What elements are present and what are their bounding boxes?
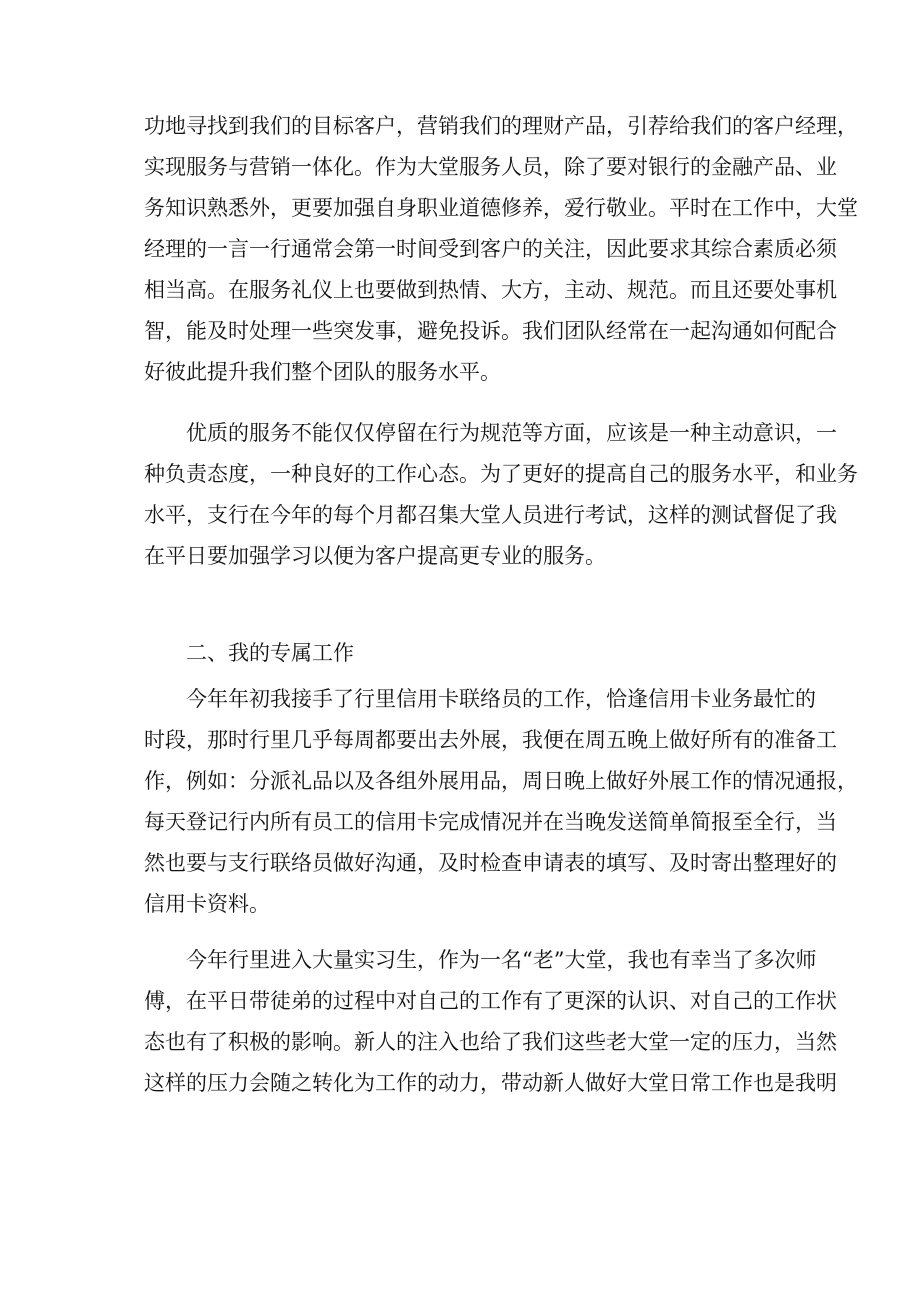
paragraph-line: 今年年初我接手了行里信用卡联络员的工作，恰逢信用卡业务最忙的 xyxy=(186,687,816,711)
paragraph-line: 优质的服务不能仅仅停留在行为规范等方面，应该是一种主动意识，一 xyxy=(186,421,837,445)
paragraph-line: 实现服务与营销一体化。作为大堂服务人员，除了要对银行的金融产品、业 xyxy=(144,155,837,179)
paragraph-line: 然也要与支行联络员做好沟通，及时检查申请表的填写、及时寄出整理好的 xyxy=(144,851,837,875)
paragraph-line: 时段，那时行里几乎每周都要出去外展，我便在周五晚上做好所有的准备工 xyxy=(144,728,837,752)
paragraph-line: 智，能及时处理一些突发事，避免投诉。我们团队经常在一起沟通如何配合 xyxy=(144,319,837,343)
paragraph-line: 务知识熟悉外，更要加强自身职业道德修养，爱行敬业。平时在工作中，大堂 xyxy=(144,196,858,220)
paragraph-line: 傅，在平日带徒弟的过程中对自己的工作有了更深的认识、对自己的工作状 xyxy=(144,989,837,1013)
paragraph-4 xyxy=(144,940,837,1104)
paragraph-line: 作，例如：分派礼品以及各组外展用品，周日晚上做好外展工作的情况通报， xyxy=(144,769,858,793)
paragraph-line: 在平日要加强学习以便为客户提高更专业的服务。 xyxy=(144,544,606,568)
paragraph-line: 水平，支行在今年的每个月都召集大堂人员进行考试，这样的测试督促了我 xyxy=(144,503,837,527)
section-heading-text: 二、我的专属工作 xyxy=(186,641,354,665)
paragraph-line: 信用卡资料。 xyxy=(144,892,270,916)
paragraph-line: 功地寻找到我们的目标客户，营销我们的理财产品，引荐给我们的客户经理， xyxy=(144,114,858,138)
paragraph-line: 态也有了积极的影响。新人的注入也给了我们这些老大堂一定的压力，当然 xyxy=(144,1030,837,1054)
paragraph-line: 今年行里进入大量实习生，作为一名“老”大堂，我也有幸当了多次师 xyxy=(186,948,817,972)
paragraph-line: 好彼此提升我们整个团队的服务水平。 xyxy=(144,360,501,384)
paragraph-line: 每天登记行内所有员工的信用卡完成情况并在当晚发送简单简报至全行，当 xyxy=(144,810,837,834)
paragraph-2 xyxy=(144,413,858,577)
paragraph-3 xyxy=(144,679,858,925)
paragraph-line: 这样的压力会随之转化为工作的动力，带动新人做好大堂日常工作也是我明 xyxy=(144,1071,837,1095)
paragraph-line: 种负责态度，一种良好的工作心态。为了更好的提高自己的服务水平，和业务 xyxy=(144,462,858,486)
paragraph-line: 经理的一言一行通常会第一时间受到客户的关注，因此要求其综合素质必须 xyxy=(144,237,837,261)
section-heading xyxy=(144,633,780,674)
paragraph-1 xyxy=(144,106,858,393)
paragraph-line: 相当高。在服务礼仪上也要做到热情、大方，主动、规范。而且还要处事机 xyxy=(144,278,837,302)
